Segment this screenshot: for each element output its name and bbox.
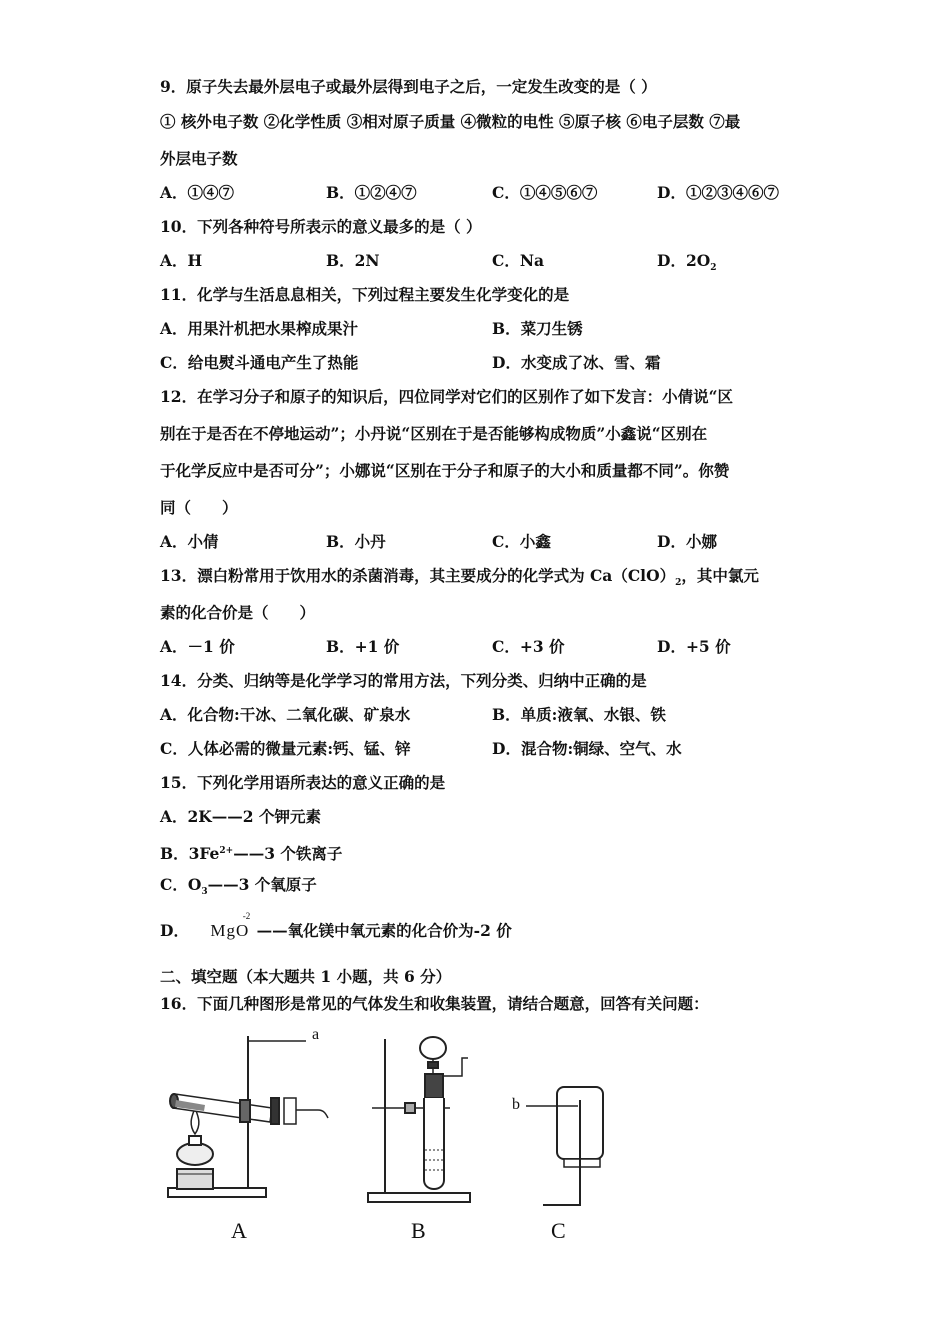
q12-option-a: A．小倩: [160, 532, 219, 551]
q9-items-line1: ① 核外电子数 ②化学性质 ③相对原子质量 ④微粒的电性 ⑤原子核 ⑥电子层数 ⑦最: [160, 112, 741, 131]
q15-option-b-post: ——3 个铁离子: [233, 844, 343, 864]
figure-label-a: A: [231, 1218, 247, 1243]
delivery-tube-a: [296, 1110, 328, 1118]
side-tube-b: [440, 1058, 468, 1076]
q10-stem: 10．下列各种符号所表示的意义最多的是（ ）: [160, 217, 482, 236]
q13-option-b: B．+1 价: [326, 637, 400, 656]
q15-mgo-valence: -2: [242, 911, 251, 921]
q14-option-a: A．化合物:干冰、二氧化碳、矿泉水: [160, 705, 411, 724]
test-tube-b: [424, 1098, 444, 1189]
q12-line2: 别在于是否在不停地运动”；小丹说“区别在于是否能够构成物质”小鑫说“区别在: [160, 424, 708, 443]
apparatus-c: [526, 1087, 603, 1205]
q12-line1: 12．在学习分子和原子的知识后，四位同学对它们的区别作了如下发言：小倩说“区: [160, 387, 733, 406]
q11-option-c: C．给电熨斗通电产生了热能: [160, 353, 359, 372]
q9-option-a: A．①④⑦: [160, 183, 235, 202]
separatory-funnel: [420, 1037, 446, 1059]
section2-title: 二、填空题（本大题共 1 小题，共 6 分）: [160, 967, 452, 986]
q10-option-a: A．H: [160, 251, 203, 270]
q12-option-b: B．小丹: [326, 532, 386, 551]
label-a: a: [312, 1026, 320, 1043]
label-b: b: [512, 1096, 520, 1113]
figure-label-b: B: [411, 1218, 426, 1243]
q11-option-a: A．用果汁机把水果榨成果汁: [160, 319, 359, 338]
q14-option-c: C．人体必需的微量元素:钙、锰、锌: [160, 739, 411, 758]
q14-stem: 14．分类、归纳等是化学学习的常用方法，下列分类、归纳中正确的是: [160, 671, 647, 690]
q13-option-a: A．－1 价: [160, 637, 235, 656]
q9-stem: 9．原子失去最外层电子或最外层得到电子之后，一定发生改变的是（ ）: [160, 77, 657, 96]
stopper-b: [425, 1074, 443, 1098]
apparatus-a: [168, 1036, 328, 1197]
q12-option-d: D．小娜: [657, 532, 717, 551]
q13-line1-a: 13．漂白粉常用于饮用水的杀菌消毒，其主要成分的化学式为 Ca（ClO）: [160, 566, 676, 585]
q11-option-d: D．水变成了冰、雪、霜: [492, 353, 661, 372]
q9-option-c: C．①④⑤⑥⑦: [492, 183, 598, 202]
apparatus-b: [368, 1037, 470, 1202]
q12-option-c: C．小鑫: [492, 532, 551, 551]
q15-option-b-charge: 2+: [219, 846, 234, 856]
q15-stem: 15．下列化学用语所表达的意义正确的是: [160, 773, 446, 792]
stopper-a: [271, 1098, 279, 1124]
q10-option-d-subscript: 2: [710, 263, 717, 274]
q15-option-c-subscript: 3: [201, 887, 208, 898]
q10-option-d-text: D．2O: [657, 251, 711, 270]
q15-mgo-text: MgO: [210, 921, 250, 940]
q9-option-b: B．①②④⑦: [326, 183, 417, 202]
q14-option-d: D．混合物:铜绿、空气、水: [492, 739, 682, 758]
q11-option-b: B．菜刀生锈: [492, 319, 583, 338]
q10-option-c: C．Na: [492, 251, 545, 270]
figure-label-c: C: [551, 1218, 566, 1243]
q15-option-d-pre: D．: [160, 921, 189, 940]
q15-option-d-post: ——氧化镁中氧元素的化合价为-2 价: [256, 921, 512, 940]
alcohol-lamp: [177, 1143, 213, 1165]
q13-line2: 素的化合价是（ ）: [160, 603, 316, 622]
wood-block: [177, 1169, 213, 1189]
q15-option-c-post: ——3 个氧原子: [207, 875, 317, 894]
q15-option-a: A．2K——2 个钾元素: [160, 807, 321, 826]
q13-option-c: C．+3 价: [492, 637, 565, 656]
q9-items-line2: 外层电子数: [160, 149, 238, 168]
q13-option-d: D．+5 价: [657, 637, 731, 656]
q11-stem: 11．化学与生活息息相关，下列过程主要发生化学变化的是: [160, 285, 570, 304]
q12-line4: 同（ ）: [160, 498, 238, 517]
q15-option-c-pre: C．O: [160, 875, 202, 894]
q9-option-d: D．①②③④⑥⑦: [657, 183, 779, 202]
q14-option-b: B．单质:液氧、水银、铁: [492, 705, 666, 724]
q15-option-b-pre: B．3Fe: [160, 844, 220, 864]
stand-b-base: [368, 1193, 470, 1202]
q16-stem: 16．下面几种图形是常见的气体发生和收集装置，请结合题意，回答有关问题：: [160, 994, 709, 1013]
q13-line1-subscript: 2: [675, 578, 682, 589]
tube-clamp: [240, 1100, 250, 1122]
q10-option-b: B．2N: [326, 251, 380, 270]
q13-line1-b: ，其中氯元: [681, 566, 759, 585]
q12-line3: 于化学反应中是否可分”；小娜说“区别在于分子和原子的大小和质量都不同”。你赞: [160, 461, 730, 480]
